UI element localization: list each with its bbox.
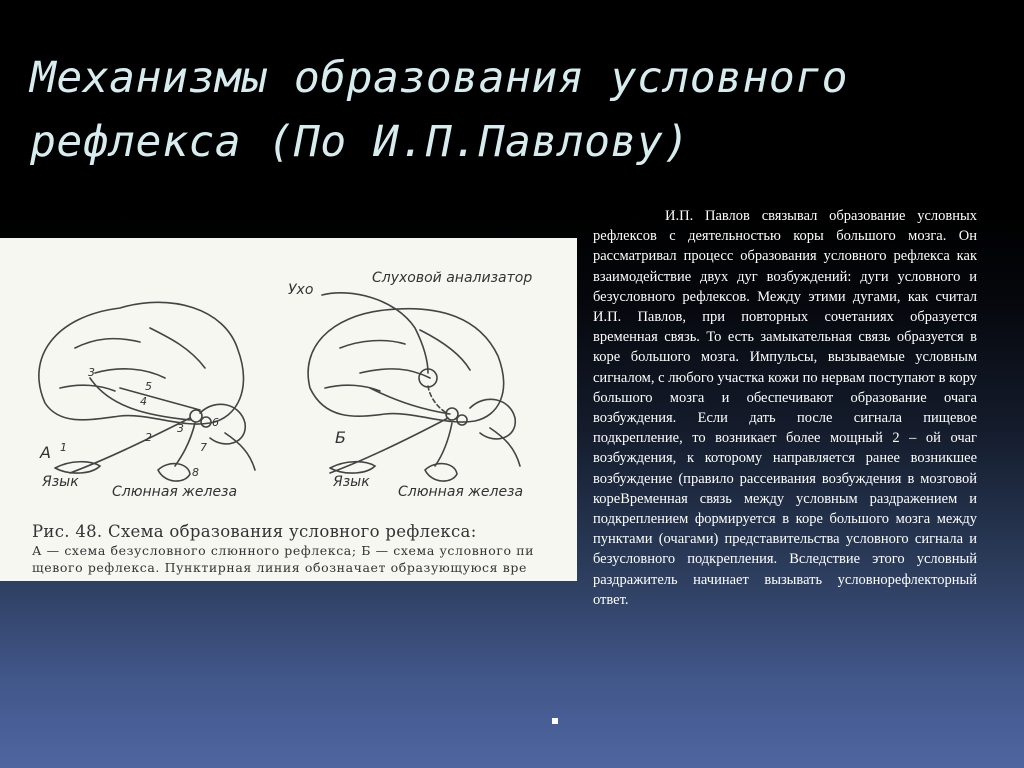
- marker-2: 2: [145, 431, 152, 444]
- pathway-a-1: [70, 418, 190, 473]
- slide-body-text: И.П. Павлов связывал образование условных рефлексов с деятельностью коры большого мозга. Он рассматривал процесс образования условного рефлекса как взаимодействие двух дуг возбуждений: дуги условного и безусловного рефлексов. Между этими дугами, как считал И.П. Павлов, при повторных сочетаниях образуется временная связь. То есть замыкательная связь образуется в коре большого мозга. Импульсы, вызываемые условным сигналом, с любого участка кожи по нервам поступают в кору большого мозга и обеспечивают образование очага возбуждения. Если дать после сигнала пищевое подкрепление, то возникает более мощный 2 – ой очаг возбуждения, к которому направляется ранее возникшее возбуждение (правило рассеивания возбуждения в мозговой кореВременная связь между условным раздражением и подкреплением формируется в коре большого мозга между пунктами (очагами) представительства условного сигнала и безусловного подкрепления. Вследствие этого условный раздражитель начинает вызывать условнорефлекторный ответ.: [593, 208, 977, 608]
- panel-a-label: А: [40, 443, 51, 462]
- figure-caption: [32, 522, 577, 575]
- pathway-b-2: [370, 388, 450, 414]
- marker-3b: 3: [177, 422, 184, 435]
- marker-4: 4: [140, 395, 147, 408]
- slide-title: Механизмы образования условного рефлекса (По И.П.Павлову): [30, 53, 849, 167]
- spinal-b: [490, 428, 520, 466]
- tongue-a-label: Язык: [42, 474, 79, 490]
- gland-a: [158, 464, 190, 481]
- marker-6: 6: [212, 416, 219, 429]
- auditory-analyzer-label: Слуховой анализатор: [372, 270, 533, 286]
- nucleus-a-1: [190, 410, 202, 422]
- figure-caption-line-2: щевого рефлекса. Пунктирная линия обозначает образующуюся вре: [32, 560, 527, 575]
- tongue-b-label: Язык: [333, 474, 370, 490]
- marker-8: 8: [192, 466, 199, 479]
- nucleus-a-2: [201, 417, 211, 427]
- reflex-diagram-figure: [0, 238, 577, 581]
- marker-3: 3: [88, 366, 95, 379]
- marker-7: 7: [200, 441, 207, 454]
- marker-1: 1: [60, 441, 67, 454]
- bullet-marker: [552, 718, 558, 724]
- ear-label: Ухо: [288, 282, 314, 298]
- pathway-a-3: [120, 388, 200, 410]
- brain-a-folds: [60, 328, 205, 391]
- ear-pathway: [322, 293, 428, 373]
- brain-b-folds: [325, 330, 470, 391]
- gland-b: [425, 464, 457, 481]
- panel-b-label: Б: [335, 428, 346, 447]
- pathway-b-1: [330, 418, 448, 473]
- pathway-b-3: [435, 423, 452, 466]
- gland-b-label: Слюнная железа: [398, 484, 524, 500]
- marker-5: 5: [145, 380, 152, 393]
- cerebellum-b: [470, 399, 515, 439]
- nucleus-b-2: [457, 415, 467, 425]
- gland-a-label: Слюнная железа: [112, 484, 238, 500]
- figure-caption-title: Рис. 48. Схема образования условного рефлекса:: [32, 522, 477, 541]
- figure-caption-line-1: А — схема безусловного слюнного рефлекса; Б — схема условного пи: [32, 543, 535, 558]
- tongue-a: [55, 462, 100, 473]
